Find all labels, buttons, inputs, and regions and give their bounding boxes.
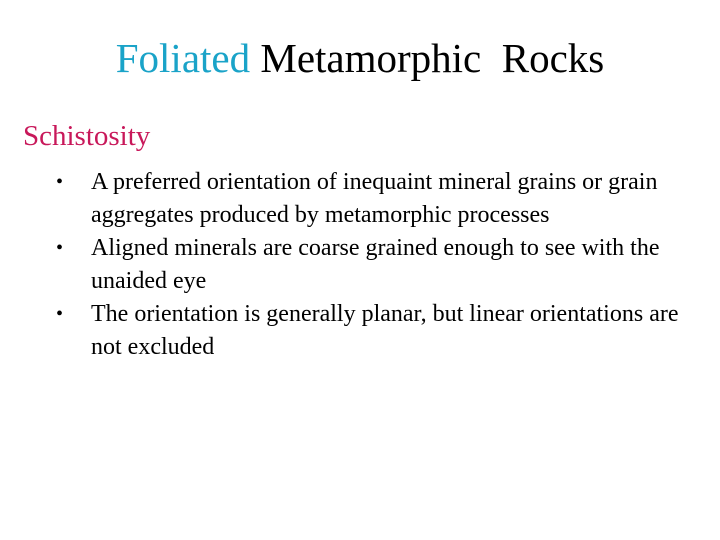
- bullet-item: [0, 166, 701, 232]
- bullet-marker: •: [56, 237, 64, 259]
- bullet-marker: •: [56, 171, 64, 193]
- bullet-marker: •: [56, 303, 64, 325]
- section-heading: Schistosity: [23, 120, 151, 152]
- bullet-list: [0, 166, 720, 364]
- bullet-item: [0, 232, 701, 298]
- bullet-item: [0, 298, 701, 364]
- slide-title: [0, 34, 720, 82]
- bullet-text: A preferred orientation of inequaint mineral grains or grain aggregates produced by metamorphic processes: [91, 169, 658, 228]
- title-accent-word: Foliated: [115, 35, 251, 81]
- title-rest: Metamorphic Rocks: [250, 35, 605, 81]
- bullet-text: Aligned minerals are coarse grained enough to see with the unaided eye: [91, 235, 660, 294]
- bullet-text: The orientation is generally planar, but linear orientations are not excluded: [91, 301, 679, 360]
